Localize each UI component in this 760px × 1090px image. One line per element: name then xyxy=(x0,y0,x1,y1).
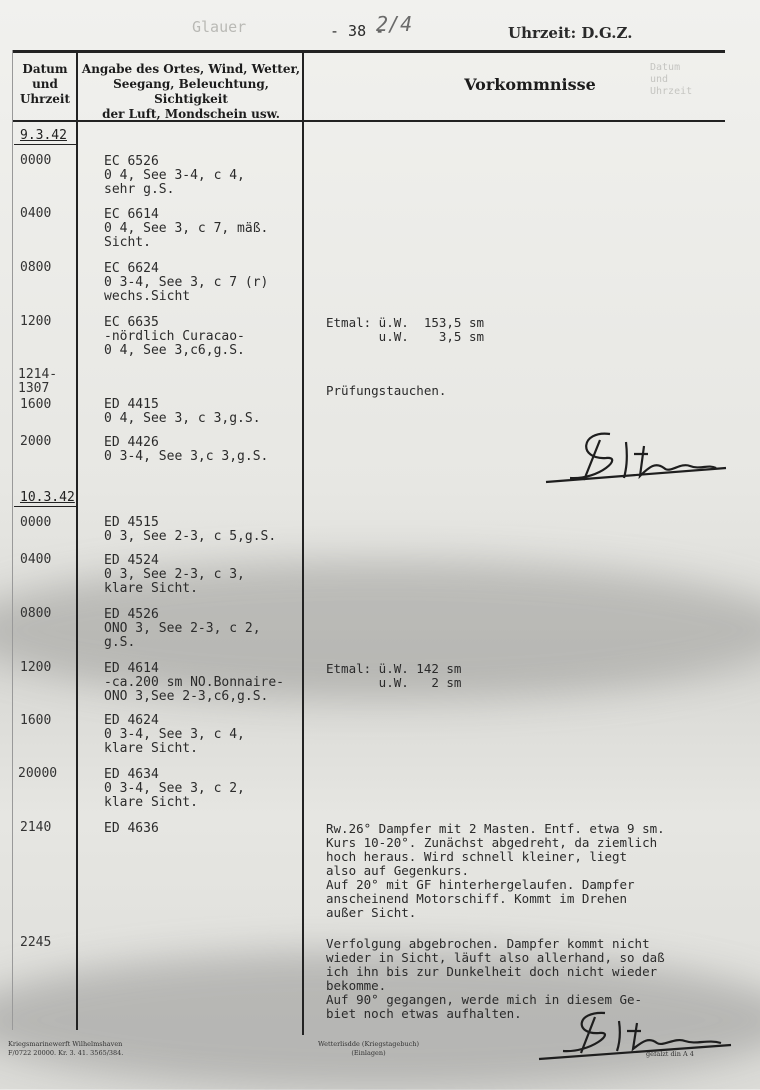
weather-cell: ED 4634 0 3-4, See 3, c 2, klare Sicht. xyxy=(104,767,245,810)
col-divider-2 xyxy=(302,50,304,1035)
signature-1 xyxy=(540,420,730,490)
paper-format: gefalzt din A 4 xyxy=(646,1050,694,1058)
date-day-1: 9.3.42 xyxy=(20,128,67,143)
time-cell: 0800 xyxy=(20,260,52,275)
time-cell: 20000 xyxy=(18,766,58,781)
weather-cell: ED 4636 xyxy=(104,821,159,836)
time-cell: 1600 xyxy=(20,713,52,728)
date-day-2: 10.3.42 xyxy=(20,490,75,505)
weather-cell: EC 6614 0 4, See 3, c 7, mäß. Sicht. xyxy=(104,207,269,250)
col-header-date-l3: Uhrzeit xyxy=(19,92,71,106)
weather-cell: EC 6526 0 4, See 3-4, c 4, sehr g.S. xyxy=(104,154,245,197)
time-cell: 0000 xyxy=(20,515,52,530)
weather-cell: ED 4515 0 3, See 2-3, c 5,g.S. xyxy=(104,515,277,544)
time-cell: 1214- 1307 xyxy=(18,367,58,396)
weather-cell: ED 4524 0 3, See 2-3, c 3, klare Sicht. xyxy=(104,553,245,596)
table-top-rule xyxy=(12,50,725,53)
weather-cell: EC 6635 -nördlich Curacao- 0 4, See 3,c6,g.S. xyxy=(104,315,245,358)
weather-cell: ED 4624 0 3-4, See 3, c 4, klare Sicht. xyxy=(104,713,245,756)
date-underline-2 xyxy=(14,506,76,507)
time-cell: 1600 xyxy=(20,397,52,412)
time-cell: 0400 xyxy=(20,206,52,221)
event-entry: Prüfungstauchen. xyxy=(326,383,447,398)
etmal-entry: Etmal: ü.W. 153,5 sm u.W. 3,5 sm xyxy=(326,315,485,344)
time-cell: 1200 xyxy=(20,660,52,675)
time-zone-label: Uhrzeit: D.G.Z. xyxy=(508,24,633,42)
col-header-location xyxy=(80,62,302,122)
col-header-date xyxy=(14,62,76,107)
time-cell: 2000 xyxy=(20,434,52,449)
etmal-entry: Etmal: ü.W. 142 sm u.W. 2 sm xyxy=(326,661,462,690)
col-header-location-l1: Angabe des Ortes, Wind, Wetter, xyxy=(81,62,301,76)
weather-cell: ED 4415 0 4, See 3, c 3,g.S. xyxy=(104,397,261,426)
event-entry: Verfolgung abgebrochen. Dampfer kommt nicht wieder in Sicht, läuft also allerhand, so daß ich ihn bis zur Dunkelheit doch nicht wieder bekomme. Auf 90° gegangen, werde mich in diesem Ge- biet noch etwas aufhalten. xyxy=(326,936,665,1021)
time-cell: 0000 xyxy=(20,153,52,168)
col-divider-1 xyxy=(76,50,78,1030)
col-header-date-l1: Datum xyxy=(22,62,68,76)
handwritten-mark: 2/4 xyxy=(376,12,413,36)
time-cell: 1200 xyxy=(20,314,52,329)
form-name: Wetterlisdde (Kriegstagebuch) (Einlagen) xyxy=(318,1040,420,1057)
weather-cell: ED 4526 ONO 3, See 2-3, c 2, g.S. xyxy=(104,607,261,650)
col-header-date-l2: und xyxy=(32,77,58,91)
bleed-through-text: Datum und Uhrzeit xyxy=(650,62,693,97)
time-cell: 2140 xyxy=(20,820,52,835)
faded-stamp: Glauer xyxy=(192,18,247,36)
left-edge xyxy=(12,50,13,1030)
time-cell: 0400 xyxy=(20,552,52,567)
signature-2 xyxy=(535,1005,735,1065)
page-number: - 38 - xyxy=(330,22,385,40)
col-header-location-l3: der Luft, Mondschein usw. xyxy=(102,107,280,121)
col-header-events: Vorkommnisse xyxy=(464,75,596,94)
time-cell: 2245 xyxy=(20,935,52,950)
col-header-location-l2: Seegang, Beleuchtung, Sichtigkeit xyxy=(113,77,269,106)
weather-cell: ED 4614 -ca.200 sm NO.Bonnaire- ONO 3,See 2-3,c6,g.S. xyxy=(104,661,285,704)
time-cell: 0800 xyxy=(20,606,52,621)
weather-cell: ED 4426 0 3-4, See 3,c 3,g.S. xyxy=(104,435,269,464)
date-underline-1 xyxy=(14,144,76,145)
event-entry: Rw.26° Dampfer mit 2 Masten. Entf. etwa 9 sm. Kurs 10-20°. Zunächst abgedreht, da ziemlich hoch heraus. Wird schnell kleiner, liegt also auf Gegenkurs. Auf 20° mit GF hinterhergelaufen. Dampfer anscheinend Motorschiff. Kommt im Drehen außer Sicht. xyxy=(326,821,665,920)
weather-cell: EC 6624 0 3-4, See 3, c 7 (r) wechs.Sicht xyxy=(104,261,269,304)
printer-imprint: Kriegsmarinewerft Wilhelmshaven F/0722 20000. Kr. 3. 41. 3565/384. xyxy=(8,1040,124,1057)
